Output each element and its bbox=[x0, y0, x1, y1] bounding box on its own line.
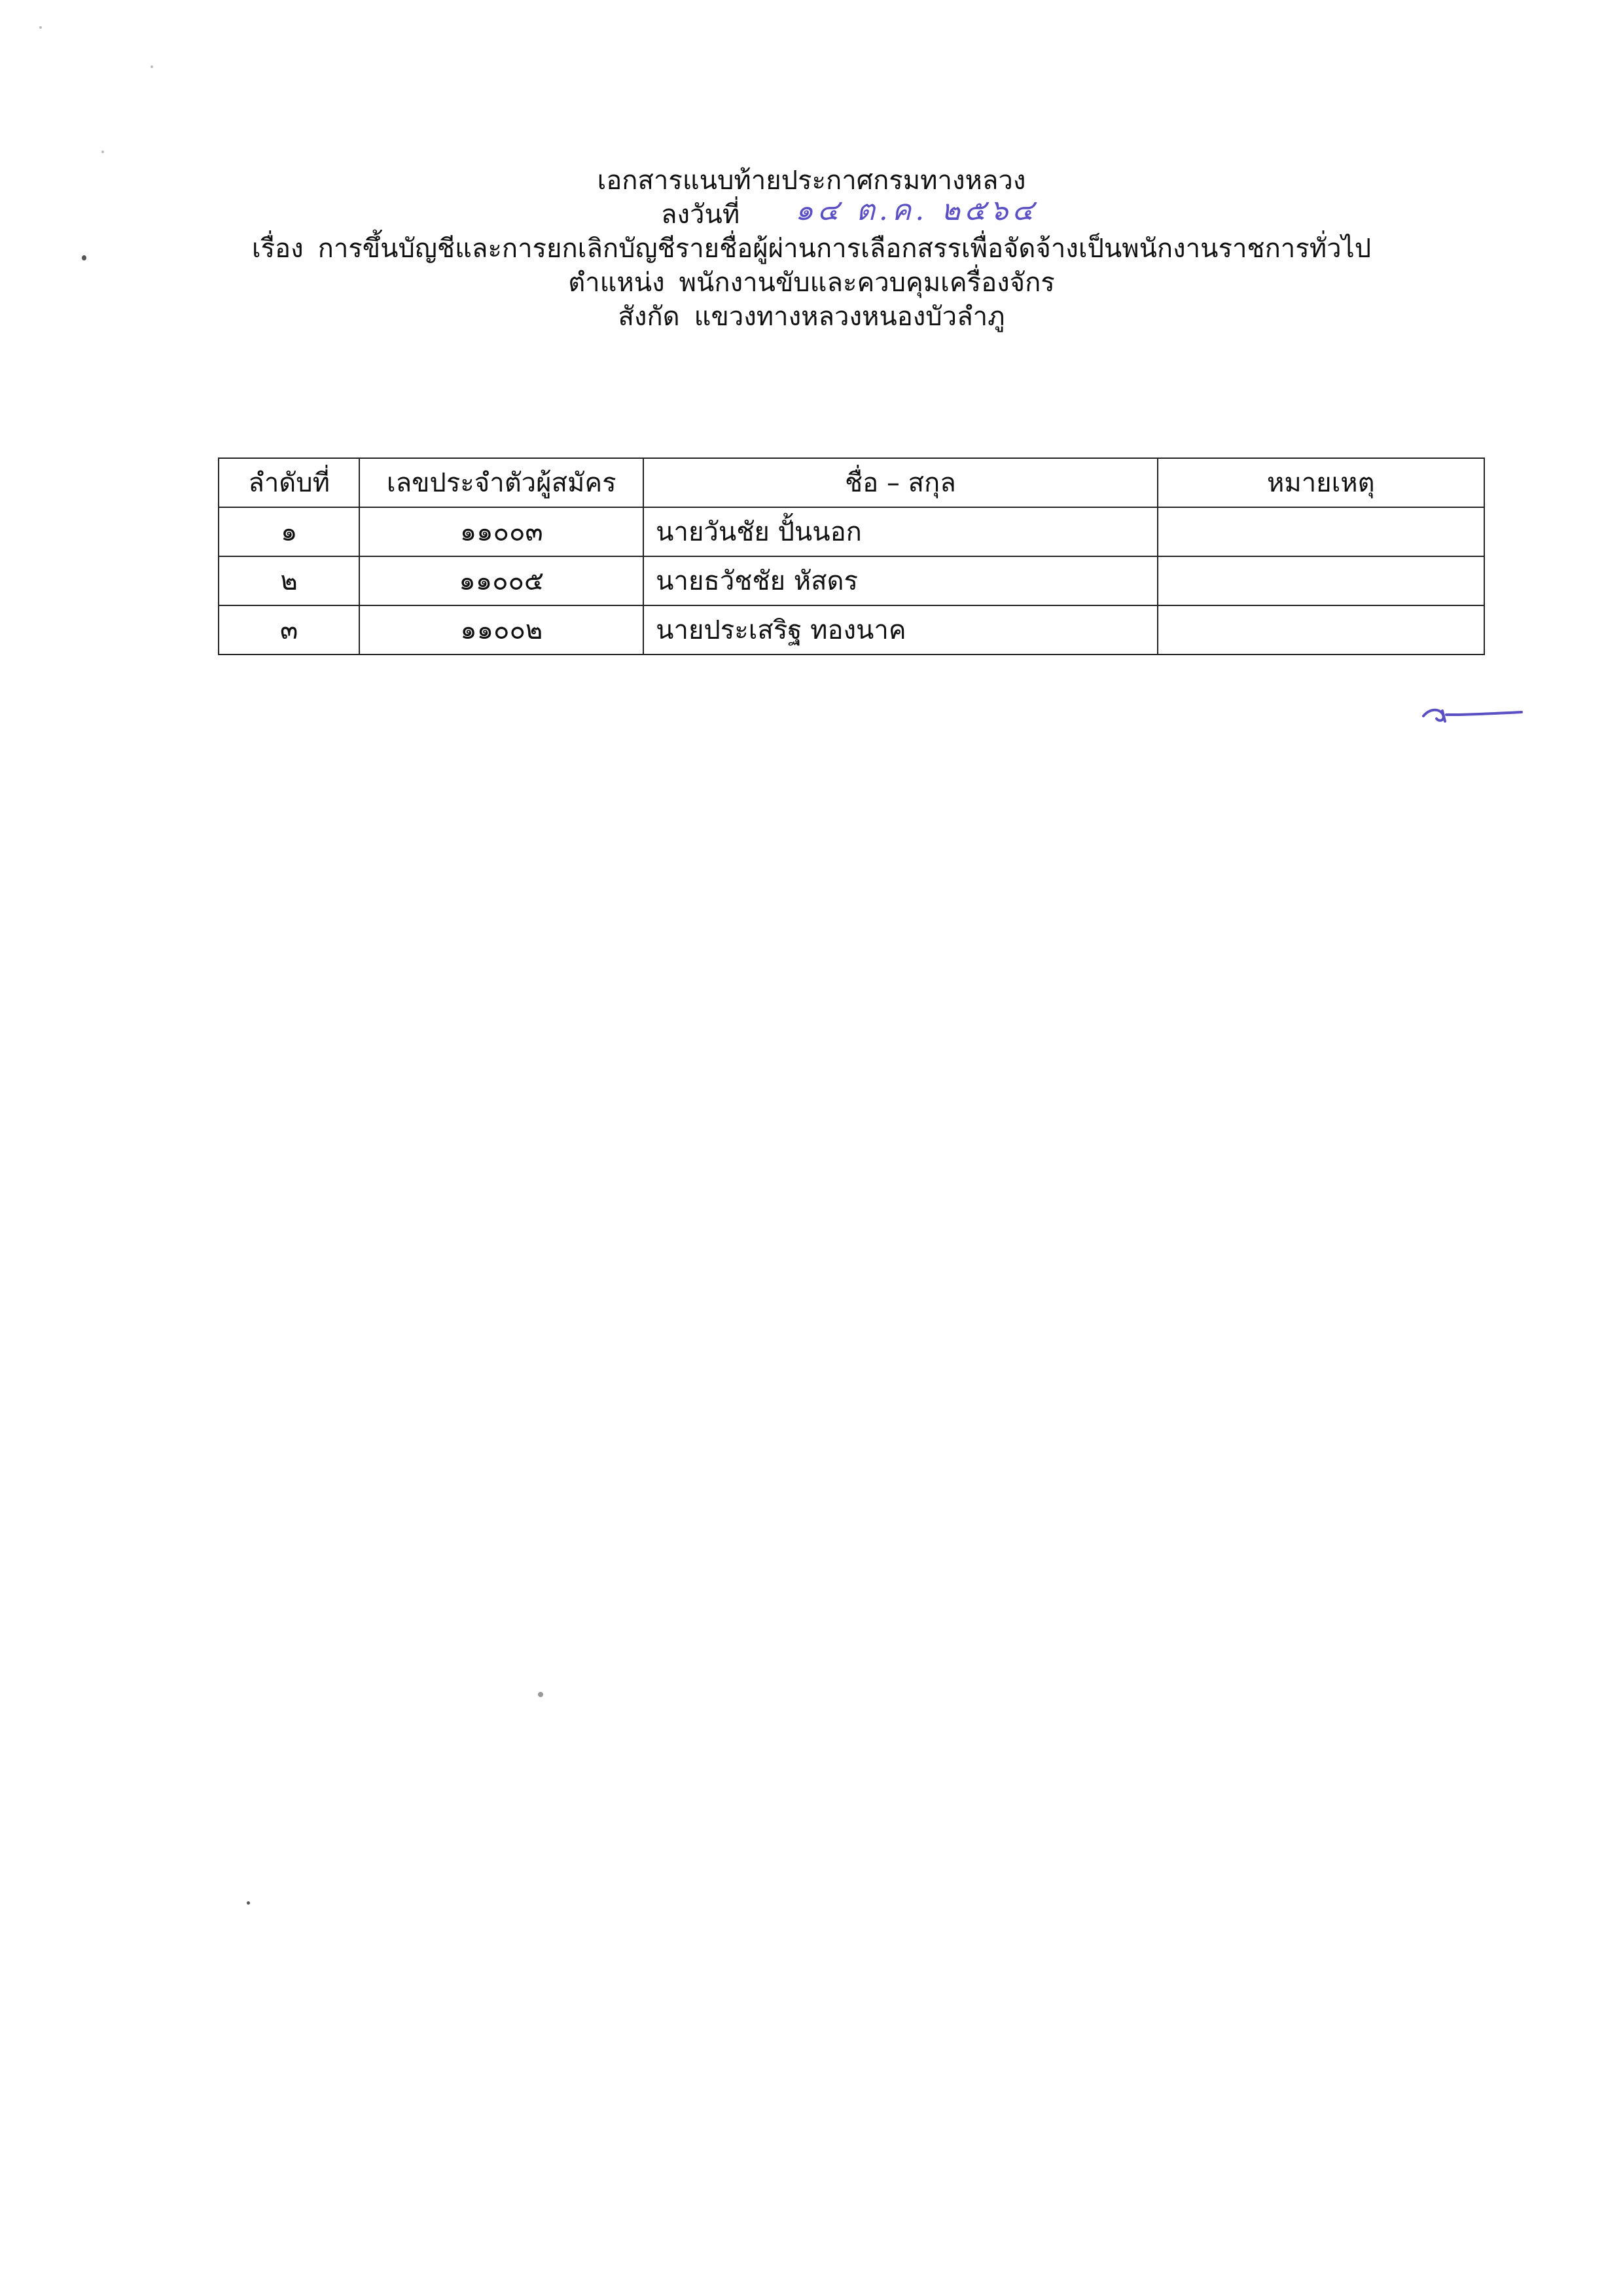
row-number: ๒ bbox=[219, 556, 359, 605]
handwritten-date: ๑๔ ต.ค. ๒๕๖๔ bbox=[795, 194, 1038, 227]
column-header-remarks: หมายเหตุ bbox=[1158, 458, 1484, 507]
affiliation-label: สังกัด bbox=[618, 302, 680, 332]
scan-speck bbox=[82, 255, 86, 260]
affiliation-line bbox=[0, 300, 1623, 334]
table-row bbox=[219, 556, 1484, 605]
applicant-id: ๑๑๐๐๒ bbox=[359, 605, 643, 655]
handwritten-initials-mark-icon bbox=[1420, 702, 1525, 728]
row-number: ๓ bbox=[219, 605, 359, 655]
document-title: เอกสารแนบท้ายประกาศกรมทางหลวง bbox=[597, 166, 1026, 196]
date-line bbox=[0, 194, 1623, 232]
column-header-applicant-id: เลขประจำตัวผู้สมัคร bbox=[359, 458, 643, 507]
subject-text: การขึ้นบัญชีและการยกเลิกบัญชีรายชื่อผู้ผ่านการเลือกสรรเพื่อจัดจ้างเป็นพนักงานราชการทั่วไป bbox=[317, 234, 1372, 264]
scan-speck bbox=[101, 151, 104, 153]
remarks-cell bbox=[1158, 507, 1484, 556]
scan-speck bbox=[151, 65, 153, 68]
applicant-name: นายประเสริฐ ทองนาค bbox=[643, 605, 1157, 655]
remarks-cell bbox=[1158, 556, 1484, 605]
scan-speck bbox=[39, 26, 42, 29]
applicants-table bbox=[218, 457, 1485, 655]
applicant-id: ๑๑๐๐๕ bbox=[359, 556, 643, 605]
position-label: ตำแหน่ง bbox=[568, 268, 665, 298]
subject-label: เรื่อง bbox=[251, 234, 304, 264]
applicant-name: นายธวัชชัย หัสดร bbox=[643, 556, 1157, 605]
document-header bbox=[0, 164, 1623, 334]
table-header-row bbox=[219, 458, 1484, 507]
scan-speck bbox=[538, 1692, 543, 1697]
position-text: พนักงานขับและควบคุมเครื่องจักร bbox=[679, 268, 1055, 298]
applicant-id: ๑๑๐๐๓ bbox=[359, 507, 643, 556]
table-row bbox=[219, 507, 1484, 556]
remarks-cell bbox=[1158, 605, 1484, 655]
affiliation-text: แขวงทางหลวงหนองบัวลำภู bbox=[694, 302, 1005, 332]
date-label: ลงวันที่ bbox=[661, 200, 740, 230]
column-header-full-name: ชื่อ – สกุล bbox=[643, 458, 1157, 507]
applicant-name: นายวันชัย ปั้นนอก bbox=[643, 507, 1157, 556]
scan-speck bbox=[247, 1901, 250, 1905]
row-number: ๑ bbox=[219, 507, 359, 556]
table-row bbox=[219, 605, 1484, 655]
column-header-number: ลำดับที่ bbox=[219, 458, 359, 507]
subject-line bbox=[0, 232, 1623, 266]
position-line bbox=[0, 266, 1623, 300]
